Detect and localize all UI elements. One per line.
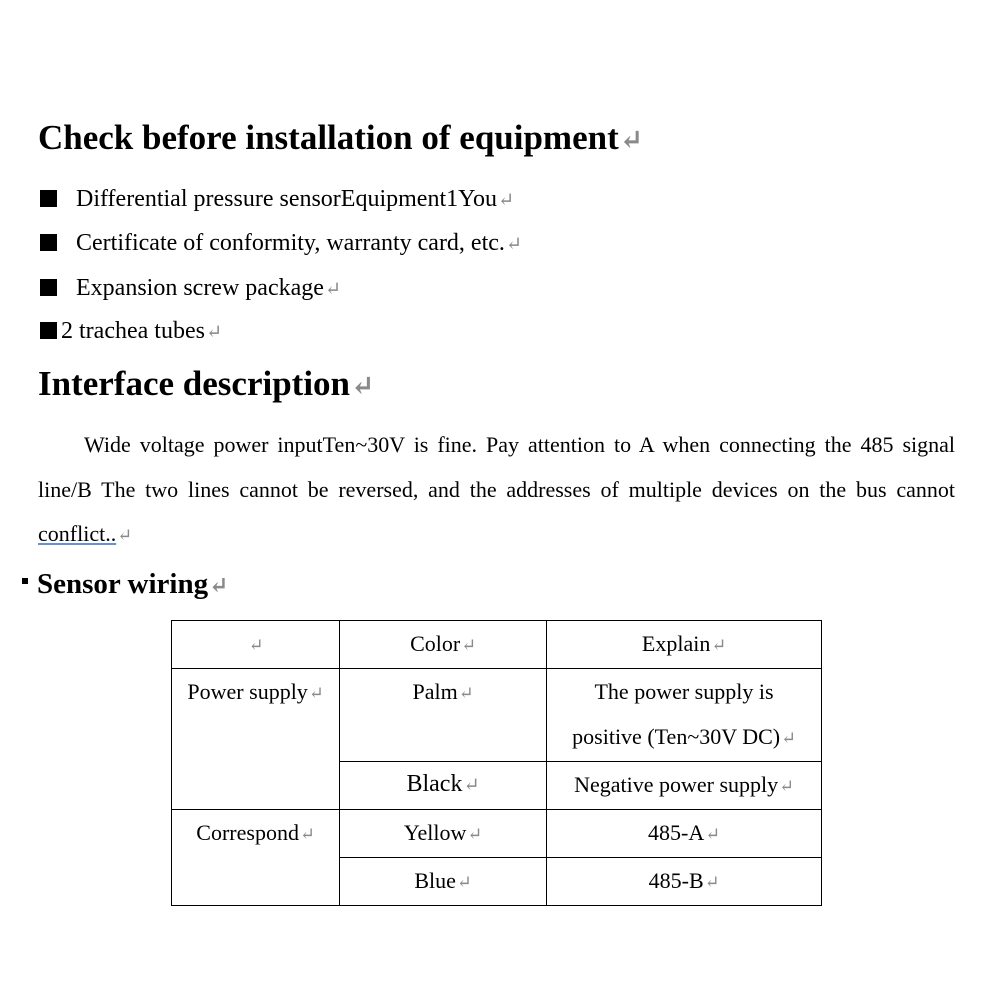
checklist-item: 2 trachea tubes↵ <box>40 316 222 348</box>
paragraph-mark-icon: ↵ <box>209 573 229 599</box>
table-header-cell: Color↵ <box>340 621 547 669</box>
square-bullet-icon <box>40 190 57 207</box>
paragraph-mark-icon: ↵ <box>205 322 223 343</box>
table-header-row <box>172 621 822 669</box>
square-bullet-icon <box>40 279 57 296</box>
table-group-cell: Power supply↵ <box>172 669 340 810</box>
table-row <box>172 810 822 858</box>
paragraph-mark-icon: ↵ <box>324 279 341 300</box>
paragraph-mark-icon: ↵ <box>467 824 483 844</box>
table-cell-color: Yellow↵ <box>340 810 547 858</box>
square-bullet-icon <box>40 234 57 251</box>
paragraph-mark-icon: ↵ <box>461 635 476 655</box>
table-cell-color: Blue↵ <box>340 858 547 906</box>
paragraph-mark-icon: ↵ <box>704 872 720 892</box>
paragraph-mark-icon: ↵ <box>308 683 324 703</box>
paragraph-mark-icon: ↵ <box>463 775 480 796</box>
table-header-cell: Explain↵ <box>547 621 822 669</box>
paragraph-mark-icon: ↵ <box>505 234 522 255</box>
paragraph-mark-icon: ↵ <box>117 525 132 545</box>
paragraph-mark-icon: ↵ <box>619 125 644 156</box>
heading-check-before-installation: Check before installation of equipment↵ <box>38 118 644 157</box>
table-cell-explain: 485-A↵ <box>547 810 822 858</box>
sensor-wiring-table <box>171 620 822 906</box>
checklist-item: Certificate of conformity, warranty card, etc.↵ <box>40 228 522 260</box>
paragraph-mark-icon: ↵ <box>456 872 472 892</box>
heading-sensor-wiring: Sensor wiring↵ <box>22 568 229 601</box>
checklist-item: Expansion screw package↵ <box>40 273 341 305</box>
paragraph-mark-icon: ↵ <box>705 824 720 844</box>
spellcheck-underline: conflict.. <box>38 521 117 546</box>
paragraph-mark-icon: ↵ <box>351 371 375 402</box>
table-cell-color: Palm↵ <box>340 669 547 762</box>
table-cell-explain: 485-B↵ <box>547 858 822 906</box>
paragraph-line <box>38 520 955 549</box>
paragraph-line: line/B The two lines cannot be reversed, and the addresses of multiple devices on the bus cannot <box>38 477 955 502</box>
paragraph-mark-icon: ↵ <box>779 776 794 796</box>
table-cell-explain: The power supply is positive (Ten~30V DC)↵ <box>547 669 822 762</box>
paragraph-mark-icon: ↵ <box>458 683 474 703</box>
paragraph-mark-icon: ↵ <box>299 824 315 844</box>
paragraph-line: Wide voltage power inputTen~30V is fine. Pay attention to A when connecting the 485 signal <box>84 432 955 457</box>
paragraph-mark-icon: ↵ <box>248 635 264 655</box>
paragraph-mark-icon: ↵ <box>711 635 727 655</box>
table-cell-color: Black↵ <box>340 762 547 810</box>
heading-interface-description: Interface description↵ <box>38 364 375 403</box>
small-square-bullet-icon <box>22 578 28 584</box>
table-cell-explain: Negative power supply↵ <box>547 762 822 810</box>
square-bullet-icon <box>40 322 57 339</box>
paragraph-mark-icon: ↵ <box>781 728 796 748</box>
table-row <box>172 669 822 762</box>
table-header-cell <box>172 621 340 669</box>
checklist-item: Differential pressure sensorEquipment1You↵ <box>40 184 514 216</box>
table-group-cell: Correspond↵ <box>172 810 340 906</box>
paragraph-mark-icon: ↵ <box>498 190 515 211</box>
